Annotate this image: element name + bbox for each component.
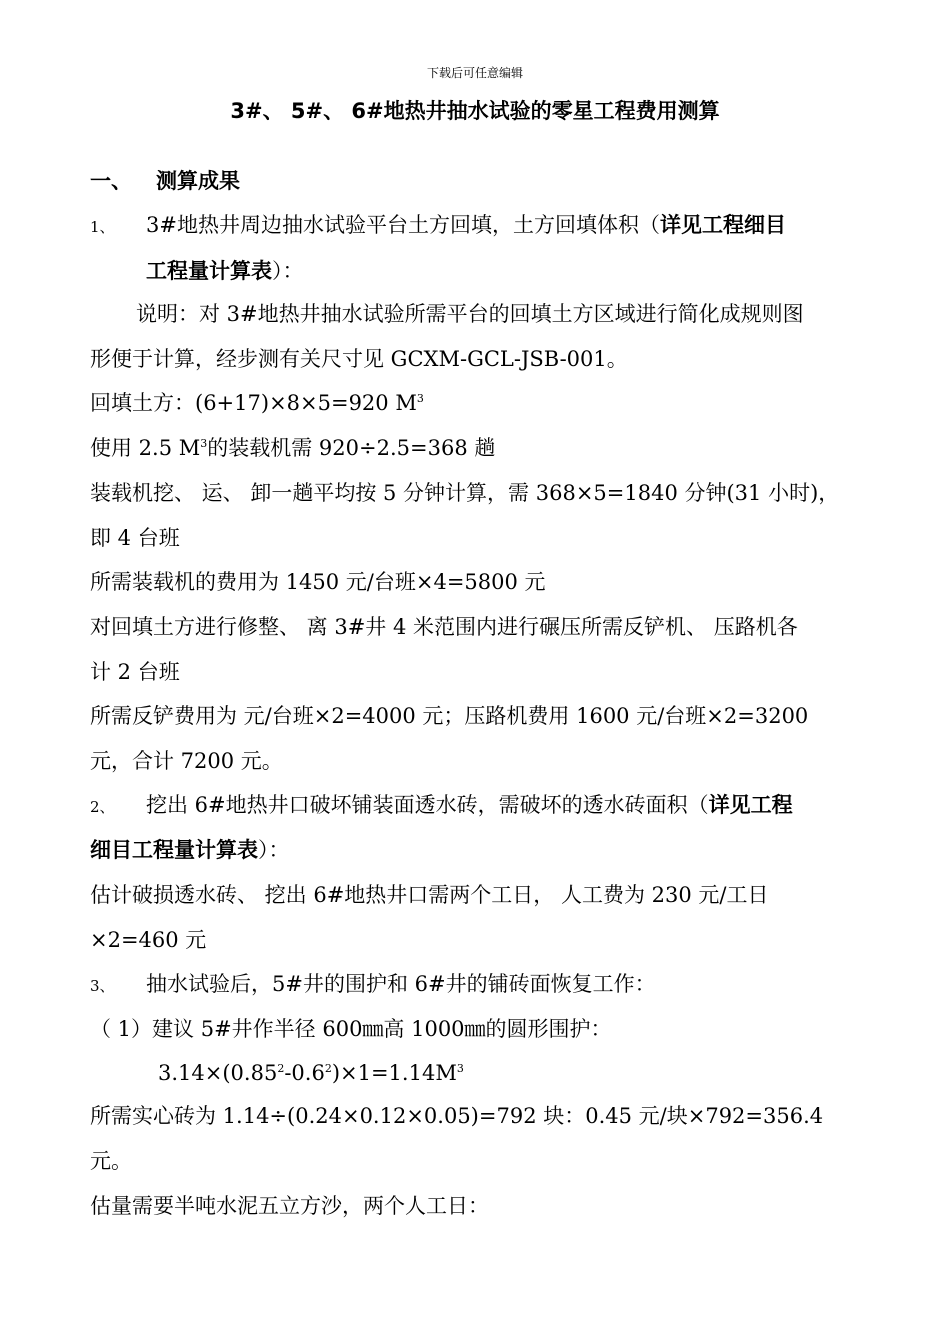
compaction-line-1: 对回填土方进行修整、 离 3#井 4 米范围内进行碾压所需反铲机、 压路机各 bbox=[90, 615, 798, 639]
loader-trips-post: 的装载机需 920÷2.5=368 趟 bbox=[207, 436, 496, 460]
loader-trips-pre: 使用 2.5 M bbox=[90, 436, 201, 460]
section-number: 一、 bbox=[90, 169, 132, 193]
item-1-bold-ref-2: 工程量计算表 bbox=[146, 259, 272, 283]
item-2-bold-ref-2: 细目工程量计算表 bbox=[90, 838, 258, 862]
loader-cost: 所需装载机的费用为 1450 元/台班×4=5800 元 bbox=[90, 570, 546, 594]
brick-cost-line-1: 所需实心砖为 1.14÷(0.24×0.12×0.05)=792 块：0.45 元/块×792=356.4 bbox=[90, 1104, 824, 1128]
loader-time-line-2: 即 4 台班 bbox=[90, 526, 180, 550]
item-2-line-1 bbox=[90, 790, 793, 822]
labor-cost-line-2: ×2=460 元 bbox=[90, 928, 207, 952]
loader-time-line-1: 装载机挖、 运、 卸一趟平均按 5 分钟计算，需 368×5=1840 分钟(31 小时)， bbox=[90, 481, 840, 505]
formula-part-b: -0.6 bbox=[284, 1061, 325, 1085]
brick-cost-line-2: 元。 bbox=[90, 1149, 132, 1173]
compaction-line-2: 计 2 台班 bbox=[90, 660, 180, 684]
backfill-volume-calc bbox=[90, 388, 424, 418]
document-title: 3#、 5#、 6#地热井抽水试验的零星工程费用测算 bbox=[230, 99, 720, 123]
labor-cost-line-1: 估计破损透水砖、 挖出 6#地热井口需两个工日， 人工费为 230 元/工日 bbox=[90, 883, 769, 907]
backfill-volume-text: 回填土方：(6+17)×8×5=920 M bbox=[90, 391, 417, 415]
item-2-line-2 bbox=[90, 835, 290, 865]
machinery-cost-line-1: 所需反铲费用为 元/台班×2=4000 元；压路机费用 1600 元/台班×2=3200 bbox=[90, 704, 809, 728]
note-line-1: 说明：对 3#地热井抽水试验所需平台的回填土方区域进行简化成规则图 bbox=[136, 302, 804, 326]
volume-formula bbox=[158, 1058, 464, 1088]
item-3-line bbox=[90, 969, 656, 1001]
cement-sand-estimate: 估量需要半吨水泥五立方沙，两个人工日： bbox=[90, 1194, 489, 1218]
item-1-text: 3#地热井周边抽水试验平台土方回填，土方回填体积（ bbox=[146, 213, 660, 237]
machinery-cost-line-2: 元，合计 7200 元。 bbox=[90, 749, 283, 773]
cubic-superscript: 3 bbox=[456, 1062, 464, 1075]
item-1-line-2 bbox=[146, 256, 304, 286]
loader-trips-calc bbox=[90, 433, 495, 463]
item-2-bold-ref: 详见工程 bbox=[708, 793, 793, 817]
item-3-text: 抽水试验后，5#井的围护和 6#井的铺砖面恢复工作： bbox=[146, 972, 656, 996]
formula-part-a: 3.14×(0.85 bbox=[158, 1061, 278, 1085]
formula-part-c: )×1=1.14M bbox=[331, 1061, 457, 1085]
item-1-text-end: ）： bbox=[272, 259, 304, 283]
item-2-text-end: ）： bbox=[258, 838, 290, 862]
page-header-note: 下载后可任意编辑 bbox=[426, 66, 523, 80]
item-1-number: 1、 bbox=[90, 218, 115, 236]
item-1-bold-ref: 详见工程细目 bbox=[659, 213, 786, 237]
section-heading bbox=[90, 166, 240, 196]
cubic-superscript: 3 bbox=[200, 437, 208, 450]
square-superscript: 2 bbox=[324, 1062, 332, 1075]
note-line-2: 形便于计算，经步测有关尺寸见 GCXM-GCL-JSB-001。 bbox=[90, 347, 628, 371]
section-title: 测算成果 bbox=[156, 169, 240, 193]
item-2-text: 挖出 6#地热井口破坏铺装面透水砖，需破坏的透水砖面积（ bbox=[146, 793, 709, 817]
item-1-line-1 bbox=[90, 210, 786, 242]
item-2-number: 2、 bbox=[90, 798, 115, 816]
square-superscript: 2 bbox=[277, 1062, 285, 1075]
item-3-number: 3、 bbox=[90, 977, 115, 995]
cubic-superscript: 3 bbox=[416, 392, 424, 405]
sub-item-1: （ 1）建议 5#井作半径 600㎜高 1000㎜的圆形围护： bbox=[90, 1017, 612, 1041]
